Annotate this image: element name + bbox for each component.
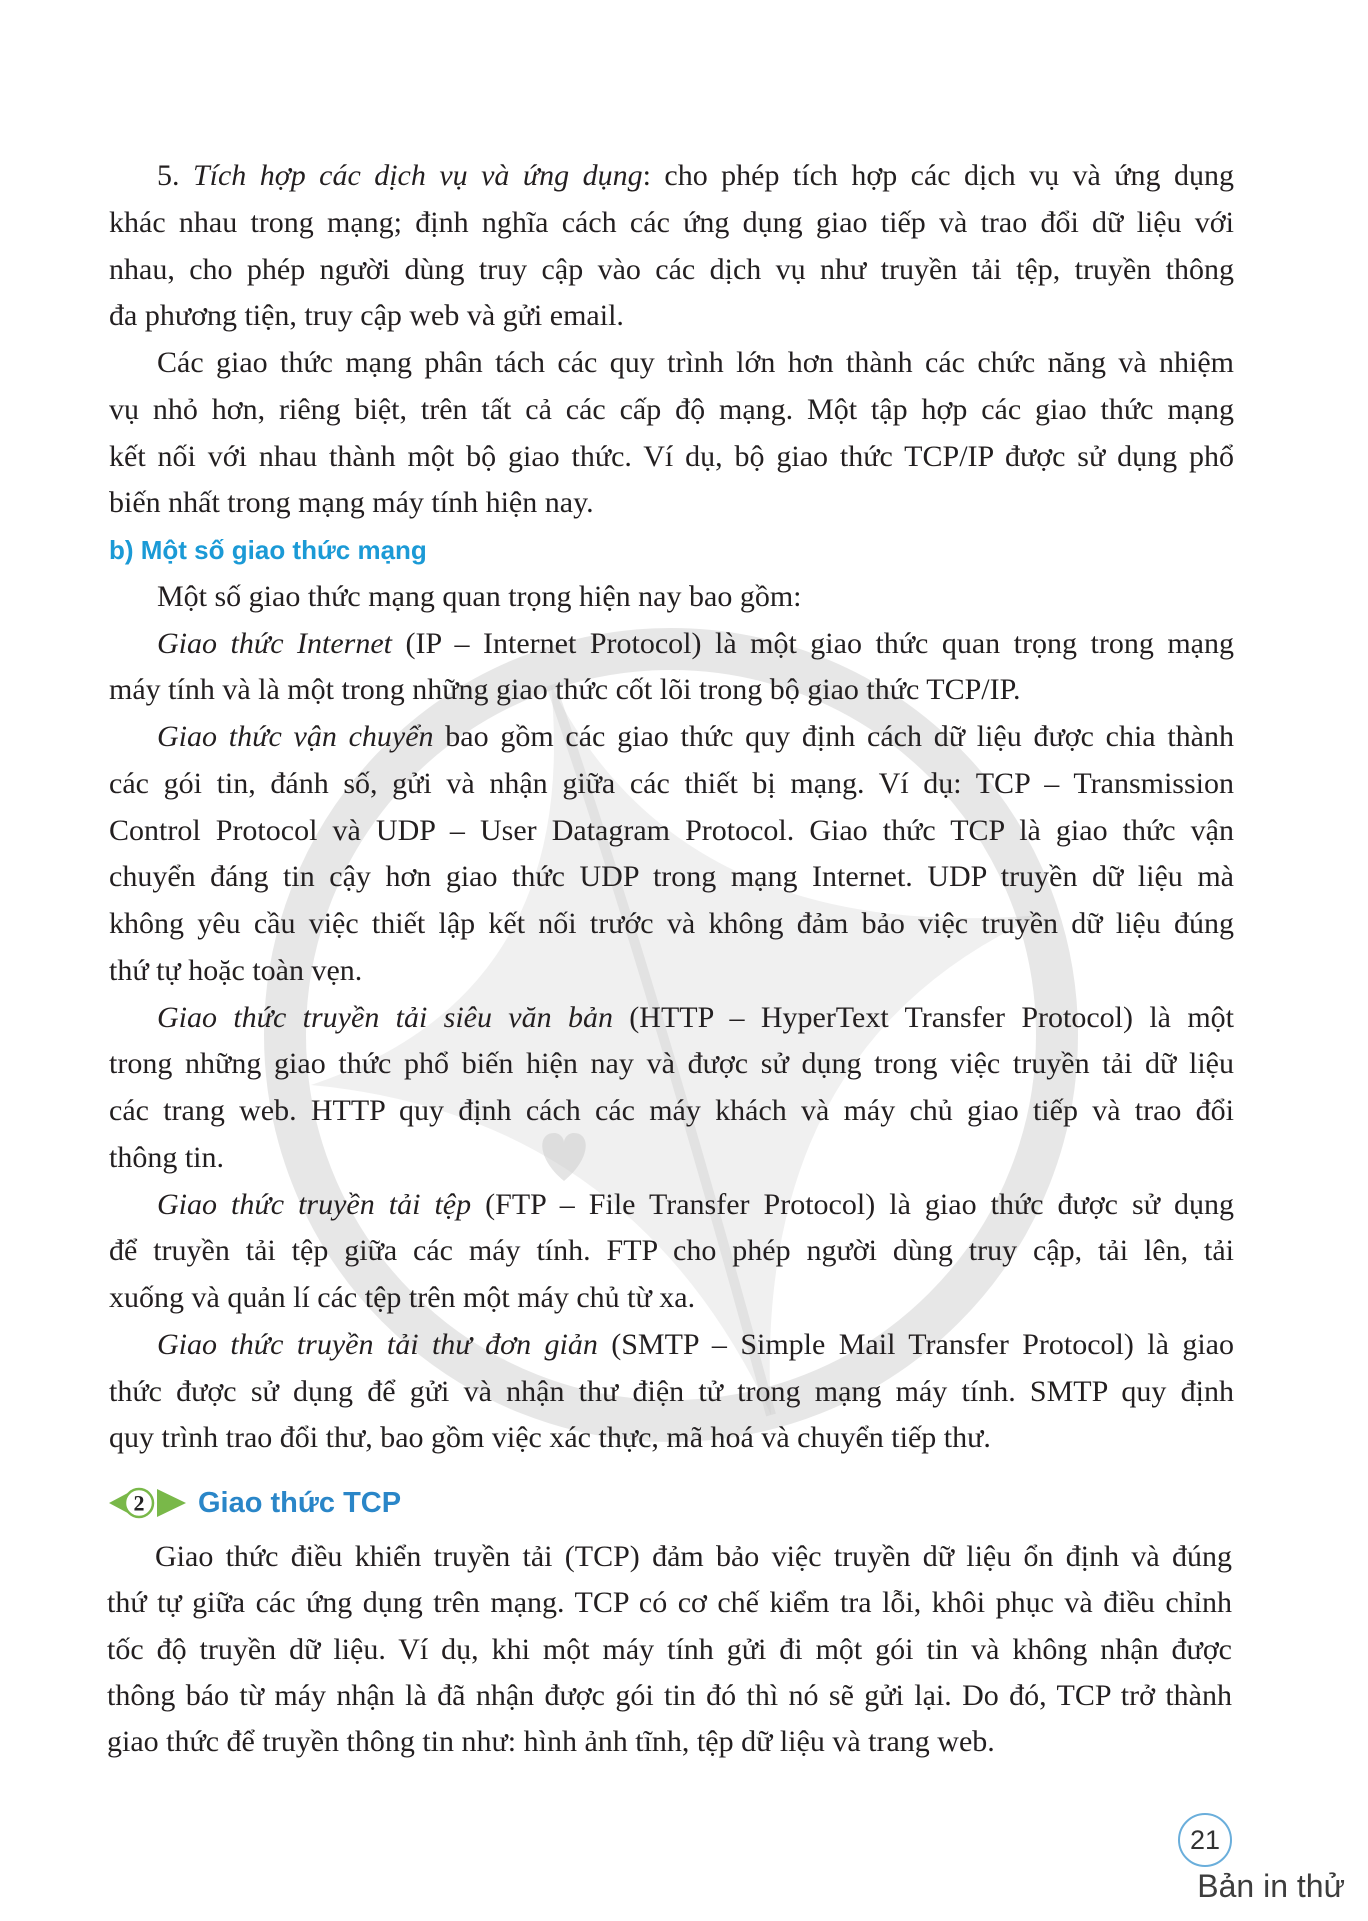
text-line: nhau, cho phép người dùng truy cập vào các dịch vụ như truyền tải tệp, truyền thông [109, 252, 1234, 286]
italic-term: Giao thức truyền tải tệp [157, 1187, 472, 1221]
section-number: 2 [133, 1490, 145, 1516]
list-number: 5. [157, 159, 180, 192]
text-run: bao gồm các giao thức quy định cách dữ liệu được chia thành [433, 720, 1234, 753]
text-line: Control Protocol và UDP – User Datagram Protocol. Giao thức TCP là giao thức vận [109, 813, 1234, 847]
text-line: kết nối với nhau thành một bộ giao thức. Ví dụ, bộ giao thức TCP/IP được sử dụng phổ [109, 439, 1234, 473]
text-line: xuống và quản lí các tệp trên một máy chủ từ xa. [109, 1281, 696, 1314]
italic-term: Giao thức Internet [157, 626, 392, 660]
paragraph [107, 1534, 1232, 1765]
paragraph-smtp [109, 1322, 1234, 1462]
text-line: trong những giao thức phổ biến hiện nay và được sử dụng trong việc truyền tải dữ liệu [109, 1047, 1234, 1081]
text-run: (FTP – File Transfer Protocol) là giao thức được sử dụng [471, 1187, 1234, 1221]
text-line: Giao thức điều khiển truyền tải (TCP) đảm bảo việc truyền dữ liệu ổn định và đúng [155, 1540, 1232, 1573]
text-line [109, 714, 1234, 761]
section-number-badge-icon [107, 1485, 187, 1521]
text-line: thông tin. [109, 1140, 225, 1174]
text-line: vụ nhỏ hơn, riêng biệt, trên tất cả các cấp độ mạng. Một tập hợp các giao thức mạng [109, 392, 1234, 426]
paragraph [109, 340, 1234, 527]
text-run: : cho phép tích hợp các dịch vụ và ứng dụng [642, 159, 1234, 192]
text-line: thứ tự giữa các ứng dụng trên mạng. TCP có cơ chế kiểm tra lỗi, khôi phục và điều chỉnh [107, 1586, 1232, 1620]
paragraph-ftp [109, 1182, 1234, 1322]
paragraph [109, 574, 1234, 621]
section-tcp-text [107, 1534, 1232, 1765]
text-line: các gói tin, đánh số, gửi và nhận giữa các thiết bị mạng. Ví dụ: TCP – Transmission [109, 766, 1234, 800]
text-run: (SMTP – Simple Mail Transfer Protocol) là giao [597, 1327, 1234, 1361]
text-line: tốc độ truyền dữ liệu. Ví dụ, khi một máy tính gửi đi một gói tin và không nhận được [107, 1632, 1232, 1666]
subheading: b) Một số giao thức mạng [109, 535, 427, 565]
page-number: 21 [1178, 1813, 1232, 1867]
text-line [109, 1322, 1234, 1369]
italic-term: Tích hợp các dịch vụ và ứng dụng [192, 159, 643, 192]
italic-term: Giao thức truyền tải thư đơn giản [157, 1327, 598, 1361]
draft-label: Bản in thử [1197, 1868, 1345, 1904]
text-line [109, 995, 1234, 1042]
section-heading [107, 1483, 401, 1523]
italic-term: Giao thức vận chuyển [157, 720, 434, 753]
section-title: Giao thức TCP [198, 1487, 402, 1519]
text-line: thứ tự hoặc toàn vẹn. [109, 953, 363, 987]
paragraph-http [109, 995, 1234, 1182]
text-run: (HTTP – HyperText Transfer Protocol) là một [612, 1000, 1234, 1034]
text-line: Các giao thức mạng phân tách các quy trình lớn hơn thành các chức năng và nhiệm [157, 346, 1234, 379]
text-line: máy tính và là một trong những giao thức cốt lõi trong bộ giao thức TCP/IP. [109, 673, 1021, 707]
text-line [109, 153, 1234, 200]
text-line: thông báo từ máy nhận là đã nhận được gói tin đó thì nó sẽ gửi lại. Do đó, TCP trở thành [107, 1678, 1232, 1712]
text-line: thức được sử dụng để gửi và nhận thư điện tử trong mạng máy tính. SMTP quy định [109, 1374, 1234, 1408]
text-line: không yêu cầu việc thiết lập kết nối trước và không đảm bảo việc truyền dữ liệu đúng [109, 907, 1234, 940]
paragraph-transport [109, 714, 1234, 995]
text-line: biến nhất trong mạng máy tính hiện nay. [109, 486, 594, 520]
text-line: khác nhau trong mạng; định nghĩa cách các ứng dụng giao tiếp và trao đổi dữ liệu với [109, 205, 1234, 239]
text-line: để truyền tải tệp giữa các máy tính. FTP cho phép người dùng truy cập, tải lên, tải [109, 1234, 1234, 1268]
italic-term: Giao thức truyền tải siêu văn bản [157, 1000, 613, 1034]
text-line: giao thức để truyền thông tin như: hình ảnh tĩnh, tệp dữ liệu và trang web. [107, 1725, 995, 1759]
text-line [109, 1182, 1234, 1229]
badge-right-arrow [157, 1489, 186, 1517]
paragraph [109, 153, 1234, 340]
text-line: chuyển đáng tin cậy hơn giao thức UDP trong mạng Internet. UDP truyền dữ liệu mà [109, 860, 1234, 894]
text-line: các trang web. HTTP quy định cách các máy khách và máy chủ giao tiếp và trao đổi [109, 1094, 1234, 1127]
section-network-protocols [109, 153, 1234, 1462]
text-line: đa phương tiện, truy cập web và gửi email. [109, 299, 624, 333]
text-line: quy trình trao đổi thư, bao gồm việc xác thực, mã hoá và chuyển tiếp thư. [109, 1421, 991, 1455]
text-run: (IP – Internet Protocol) là một giao thức quan trọng trong mạng [391, 626, 1234, 660]
paragraph-ip [109, 621, 1234, 715]
text-line: Một số giao thức mạng quan trọng hiện nay bao gồm: [157, 579, 802, 613]
text-line [109, 621, 1234, 668]
